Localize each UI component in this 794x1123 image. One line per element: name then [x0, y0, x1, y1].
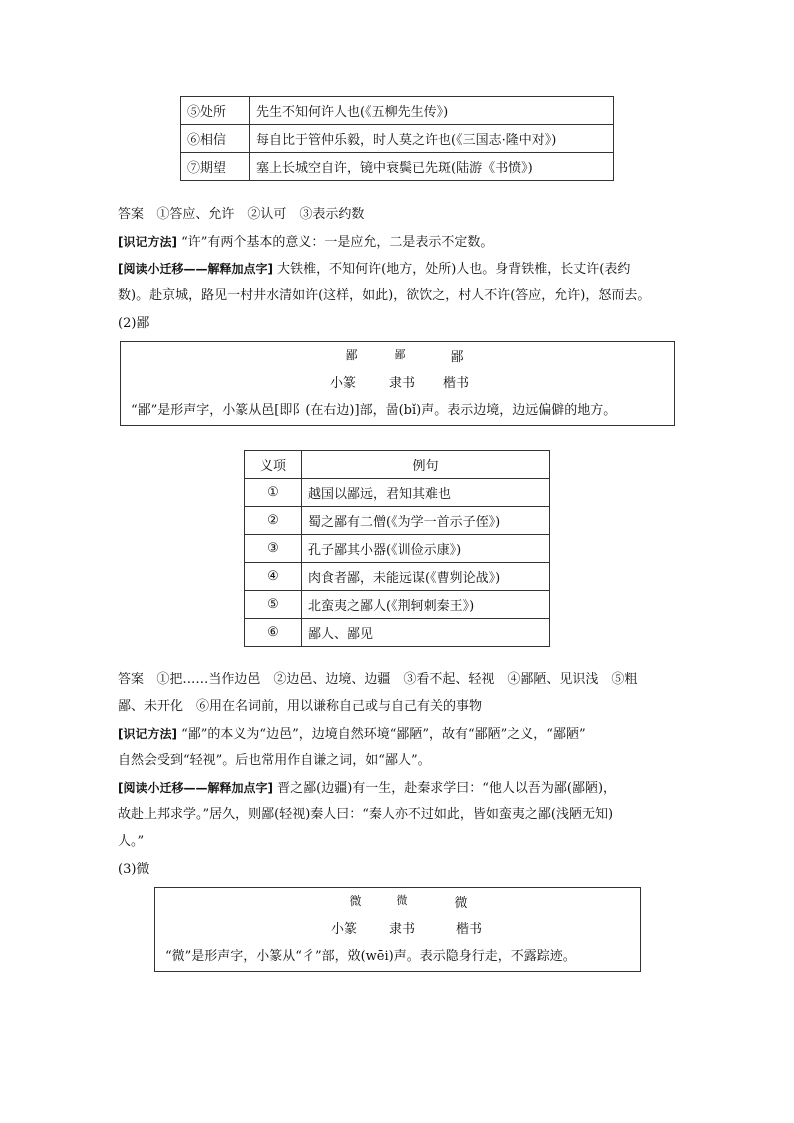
xu-reading-line-1: [118, 260, 630, 279]
table-row: [181, 153, 614, 181]
example-cell: 蜀之鄙有二僧(《为学一首示子侄》): [302, 507, 550, 535]
example-cell: 先生不知何许人也(《五柳先生传》): [250, 97, 614, 125]
wei-character-box: [154, 887, 641, 972]
reading-tag: [阅读小迁移——解释加点字]: [118, 262, 273, 276]
bi-description: “鄙”是形声字，小篆从邑[即阝(在右边)]部，啚(bǐ)声。表示边境，边远偏僻的地方。: [131, 403, 617, 418]
bi-answer-line-2: 鄙、未开化 ⑥用在名词前，用以谦称自己或与自己有关的事物: [118, 699, 483, 714]
example-cell: 每自比于管仲乐毅，时人莫之许也(《三国志·隆中对》): [250, 125, 614, 153]
table-row: [245, 563, 550, 591]
method-tag: [识记方法]: [118, 727, 177, 741]
wei-regular-glyph: 微: [454, 896, 468, 911]
xu-reading-line-2: [118, 287, 650, 305]
meaning-cell: ⑥: [245, 619, 302, 647]
label-regular: 楷书: [455, 922, 483, 937]
header-example: 例句: [302, 451, 550, 479]
table-row: [245, 507, 550, 535]
meaning-cell: ①: [245, 479, 302, 507]
label-regular: 楷书: [442, 376, 470, 391]
example-cell: 鄙人、鄙见: [302, 619, 550, 647]
table-header-row: [245, 451, 550, 479]
table-row: [245, 591, 550, 619]
wei-glyph-row: [155, 892, 640, 910]
answer-text: ①答应、允许 ②认可 ③表示约数: [156, 207, 365, 222]
reading-text: 大铁椎，不知何许(地方，处所)人也。身背铁椎，长丈许(表约: [277, 262, 631, 277]
meaning-cell: ⑥相信: [181, 125, 250, 153]
wei-seal-glyph: 微: [349, 894, 361, 908]
bi-reading-line-1: [118, 779, 616, 798]
bi-glyph-row: [121, 346, 674, 364]
bi-method-line-1: [118, 725, 586, 744]
meaning-cell: ④: [245, 563, 302, 591]
label-seal: 小篆: [329, 376, 357, 391]
label-clerical: 隶书: [388, 922, 416, 937]
meaning-cell: ⑤处所: [181, 97, 250, 125]
bi-seal-glyph: 鄙: [345, 348, 357, 362]
table-row: [181, 125, 614, 153]
example-cell: 肉食者鄙，未能远谋(《曹刿论战》): [302, 563, 550, 591]
answer-label: 答案: [118, 207, 145, 222]
example-cell: 北蛮夷之鄙人(《荆轲刺秦王》): [302, 591, 550, 619]
table-row: [245, 479, 550, 507]
wei-heading: (3)微: [118, 862, 150, 877]
table-row: [245, 619, 550, 647]
meaning-cell: ③: [245, 535, 302, 563]
example-cell: 越国以鄙远，君知其难也: [302, 479, 550, 507]
header-meaning: 义项: [245, 451, 302, 479]
bi-method-line-2: 自然会受到“轻视”。后也常用作自谦之词，如“鄙人”。: [118, 753, 431, 768]
reading-tag: [阅读小迁移——解释加点字]: [118, 781, 273, 795]
answer-label: 答案: [118, 672, 145, 687]
meaning-cell: ⑤: [245, 591, 302, 619]
bi-label-row: [121, 372, 674, 390]
table-row: [181, 97, 614, 125]
bi-reading-line-3: 人。”: [118, 834, 145, 849]
wei-description: “微”是形声字，小篆从“彳”部，敚(wēi)声。表示隐身行走，不露踪迹。: [165, 949, 576, 964]
bi-regular-glyph: 鄙: [450, 350, 464, 365]
meaning-cell: ⑦期望: [181, 153, 250, 181]
wei-clerical-glyph: 微: [396, 894, 408, 907]
example-cell: 塞上长城空自许，镜中衰鬓已先斑(陆游《书愤》): [250, 153, 614, 181]
label-seal: 小篆: [330, 922, 358, 937]
table-row: [245, 535, 550, 563]
reading-text: 数)。赴京城，路见一村井水清如许(这样，如此)，欲饮之，村人不许(答应，允许)，怒而去。: [118, 288, 651, 303]
bi-answer-line-1: [118, 671, 637, 689]
method-tag: [识记方法]: [118, 235, 177, 249]
bi-reading-line-2: 故赴上邦求学。”居久，则鄙(轻视)秦人曰：“秦人亦不过如此，皆如蛮夷之鄙(浅陋无知): [118, 807, 614, 822]
xu-answer: [118, 206, 364, 224]
label-clerical: 隶书: [388, 376, 416, 391]
example-cell: 孔子鄙其小器(《训俭示康》): [302, 535, 550, 563]
method-text: “鄙”的本义为“边邑”，边境自然环境“鄙陋”，故有“鄙陋”之义，“鄙陋”: [181, 727, 586, 742]
method-text: “许”有两个基本的意义：一是应允，二是表示不定数。: [181, 235, 494, 250]
meaning-table-xu: [180, 96, 614, 181]
bi-character-box: [120, 341, 675, 426]
bi-clerical-glyph: 鄙: [394, 348, 406, 361]
xu-method: [118, 233, 493, 252]
meaning-table-bi: [244, 450, 550, 647]
wei-label-row: [155, 918, 640, 936]
reading-text: 晋之鄙(边疆)有一生，赴秦求学曰：“他人以吾为鄙(鄙陋)，: [277, 781, 617, 796]
meaning-cell: ②: [245, 507, 302, 535]
answer-text: ①把……当作边邑 ②边邑、边境、边疆 ③看不起、轻视 ④鄙陋、见识浅 ⑤粗: [156, 672, 638, 687]
bi-heading: (2)鄙: [118, 316, 150, 331]
